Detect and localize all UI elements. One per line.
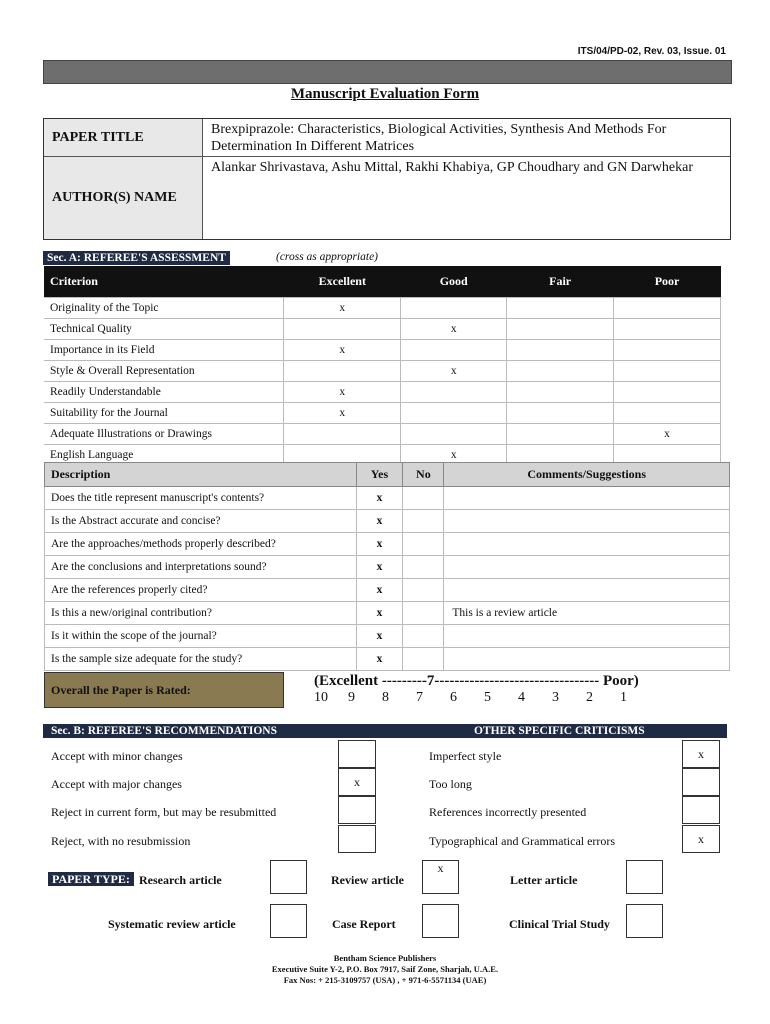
rating-cell-good[interactable] <box>401 297 507 318</box>
paper-type-label: Letter article <box>510 873 578 887</box>
paper-type-checkbox[interactable] <box>422 904 459 938</box>
description-row <box>45 487 730 510</box>
column-header-fair: Fair <box>507 266 614 297</box>
question-label: Is it within the scope of the journal? <box>45 625 357 648</box>
criticism-label: Imperfect style <box>429 749 502 763</box>
rating-cell-excellent[interactable] <box>284 318 401 339</box>
criterion-label: Technical Quality <box>44 318 284 339</box>
rating-cell-good[interactable]: x <box>401 318 507 339</box>
rating-number[interactable]: 8 <box>382 690 389 705</box>
paper-info-box <box>43 118 731 240</box>
recommendation-label: Reject in current form, but may be resubmitted <box>51 805 277 819</box>
description-row <box>45 625 730 648</box>
yes-cell[interactable]: x <box>356 487 403 510</box>
rating-number[interactable]: 9 <box>348 690 355 705</box>
rating-cell-excellent[interactable]: x <box>284 381 401 402</box>
assessment-row <box>44 360 721 381</box>
rating-cell-excellent[interactable] <box>284 360 401 381</box>
footer-fax: Fax Nos: + 215-3109757 (USA) , + 971-6-5571134 (UAE) <box>283 975 487 985</box>
criterion-label: Originality of the Topic <box>44 297 284 318</box>
rating-number[interactable]: 2 <box>586 690 593 705</box>
rating-cell-fair[interactable] <box>507 423 614 444</box>
paper-type-checkbox[interactable] <box>626 904 663 938</box>
rating-cell-poor[interactable] <box>614 318 721 339</box>
rating-number[interactable]: 5 <box>484 690 491 705</box>
comment-cell[interactable] <box>444 487 730 510</box>
authors-value[interactable]: Alankar Shrivastava, Ashu Mittal, Rakhi Khabiya, GP Choudhary and GN Darwhekar <box>202 157 730 239</box>
paper-type-label: Research article <box>139 873 222 887</box>
overall-rating-label: Overall the Paper is Rated: <box>44 672 284 708</box>
footer <box>0 953 770 986</box>
rating-numbers[interactable] <box>314 690 654 706</box>
rating-cell-poor[interactable] <box>614 339 721 360</box>
no-cell[interactable] <box>403 648 444 671</box>
comment-cell[interactable] <box>444 556 730 579</box>
rating-cell-poor[interactable] <box>614 402 721 423</box>
yes-cell[interactable]: x <box>356 510 403 533</box>
description-row <box>45 648 730 671</box>
assessment-row <box>44 423 721 444</box>
paper-type-checkbox[interactable]: x <box>422 860 459 894</box>
section-b-heading: Sec. B: REFEREE'S RECOMMENDATIONS <box>47 724 281 738</box>
criticism-label: Typographical and Grammatical errors <box>429 834 616 848</box>
footer-address: Executive Suite Y-2, P.O. Box 7917, Saif Zone, Sharjah, U.A.E. <box>271 964 499 974</box>
rating-cell-poor[interactable] <box>614 360 721 381</box>
assessment-row <box>44 381 721 402</box>
authors-label: AUTHOR(S) NAME <box>44 157 202 239</box>
rating-cell-fair[interactable] <box>507 360 614 381</box>
comment-cell[interactable] <box>444 648 730 671</box>
paper-type-checkbox[interactable] <box>270 860 307 894</box>
no-cell[interactable] <box>403 556 444 579</box>
rating-cell-poor[interactable] <box>614 297 721 318</box>
header-bar <box>43 60 732 84</box>
rating-cell-fair[interactable] <box>507 402 614 423</box>
description-row <box>45 579 730 602</box>
question-label: Does the title represent manuscript's contents? <box>45 487 357 510</box>
rating-number[interactable]: 7 <box>416 690 423 705</box>
criterion-label: Readily Understandable <box>44 381 284 402</box>
footer-publisher: Bentham Science Publishers <box>333 953 437 963</box>
description-row <box>45 533 730 556</box>
rating-cell-poor[interactable]: x <box>614 423 721 444</box>
recommendation-checkbox[interactable] <box>338 825 376 853</box>
criticism-checkbox[interactable]: x <box>682 825 720 853</box>
paper-type-label: Systematic review article <box>108 917 236 931</box>
rating-cell-fair[interactable] <box>507 381 614 402</box>
no-cell[interactable] <box>403 625 444 648</box>
question-label: Are the approaches/methods properly described? <box>45 533 357 556</box>
question-label: Are the references properly cited? <box>45 579 357 602</box>
criticism-checkbox[interactable] <box>682 796 720 824</box>
form-title: Manuscript Evaluation Form <box>290 86 480 102</box>
recommendation-checkbox[interactable] <box>338 796 376 824</box>
paper-type-label: Review article <box>331 873 404 887</box>
description-row <box>45 602 730 625</box>
criticism-checkbox[interactable] <box>682 768 720 796</box>
paper-title-label: PAPER TITLE <box>44 119 202 157</box>
column-header-poor: Poor <box>614 266 721 297</box>
paper-type-checkbox[interactable] <box>270 904 307 938</box>
assessment-row <box>44 318 721 339</box>
section-a-heading: Sec. A: REFEREE'S ASSESSMENT <box>43 251 230 265</box>
recommendation-label: Accept with minor changes <box>51 749 183 763</box>
description-row <box>45 510 730 533</box>
yes-cell[interactable]: x <box>356 579 403 602</box>
criterion-label: Adequate Illustrations or Drawings <box>44 423 284 444</box>
criticism-label: Too long <box>429 777 472 791</box>
rating-number[interactable]: 1 <box>620 690 627 705</box>
criterion-label: English Language <box>44 444 284 465</box>
paper-type-label: Case Report <box>332 917 396 931</box>
column-header-criterion: Criterion <box>44 266 284 297</box>
rating-cell-excellent[interactable]: x <box>284 339 401 360</box>
comment-cell[interactable] <box>444 625 730 648</box>
section-a-note: (cross as appropriate) <box>276 251 379 263</box>
column-header-comments: Comments/Suggestions <box>444 463 730 487</box>
no-cell[interactable] <box>403 602 444 625</box>
recommendation-label: Reject, with no resubmission <box>51 834 191 848</box>
criterion-label: Style & Overall Representation <box>44 360 284 381</box>
rating-number[interactable]: 3 <box>552 690 559 705</box>
rating-cell-good[interactable] <box>401 339 507 360</box>
comment-cell[interactable] <box>444 533 730 556</box>
question-label: Is the Abstract accurate and concise? <box>45 510 357 533</box>
no-cell[interactable] <box>403 533 444 556</box>
yes-cell[interactable]: x <box>356 648 403 671</box>
paper-type-checkbox[interactable] <box>626 860 663 894</box>
column-header-yes: Yes <box>356 463 403 487</box>
no-cell[interactable] <box>403 510 444 533</box>
rating-cell-poor[interactable] <box>614 381 721 402</box>
criticism-label: References incorrectly presented <box>429 805 587 819</box>
comment-cell[interactable] <box>444 510 730 533</box>
other-criticisms-heading: OTHER SPECIFIC CRITICISMS <box>474 725 645 737</box>
column-header-excellent: Excellent <box>284 266 401 297</box>
column-header-good: Good <box>401 266 507 297</box>
document-reference: ITS/04/PD-02, Rev. 03, Issue. 01 <box>577 46 726 57</box>
yes-cell[interactable]: x <box>356 533 403 556</box>
rating-cell-good[interactable] <box>401 381 507 402</box>
criterion-label: Importance in its Field <box>44 339 284 360</box>
paper-title-value[interactable]: Brexpiprazole: Characteristics, Biological Activities, Synthesis And Methods For Determination In Different Matrices <box>202 119 730 157</box>
comment-cell[interactable] <box>444 579 730 602</box>
rating-cell-excellent[interactable]: x <box>284 402 401 423</box>
column-header-description: Description <box>45 463 357 487</box>
yes-cell[interactable]: x <box>356 625 403 648</box>
yes-cell[interactable]: x <box>356 556 403 579</box>
description-row <box>45 556 730 579</box>
question-label: Are the conclusions and interpretations sound? <box>45 556 357 579</box>
no-cell[interactable] <box>403 487 444 510</box>
assessment-row <box>44 339 721 360</box>
assessment-row <box>44 297 721 318</box>
description-table <box>44 462 730 671</box>
rating-number[interactable]: 6 <box>450 690 457 705</box>
rating-cell-good[interactable]: x <box>401 360 507 381</box>
criticism-checkbox[interactable]: x <box>682 740 720 768</box>
rating-cell-fair[interactable] <box>507 318 614 339</box>
rating-cell-excellent[interactable] <box>284 423 401 444</box>
assessment-row <box>44 402 721 423</box>
question-label: Is the sample size adequate for the study? <box>45 648 357 671</box>
recommendation-checkbox[interactable] <box>338 740 376 768</box>
paper-type-label: Clinical Trial Study <box>509 917 610 931</box>
assessment-table <box>44 266 721 466</box>
rating-cell-good[interactable]: x <box>401 444 507 465</box>
paper-type-heading: PAPER TYPE: <box>48 872 134 886</box>
rating-number[interactable]: 10 <box>314 690 328 705</box>
rating-number[interactable]: 4 <box>518 690 525 705</box>
rating-cell-good[interactable] <box>401 423 507 444</box>
rating-cell-fair[interactable] <box>507 297 614 318</box>
recommendation-checkbox[interactable]: x <box>338 768 376 796</box>
rating-cell-fair[interactable] <box>507 339 614 360</box>
rating-cell-good[interactable] <box>401 402 507 423</box>
comment-cell[interactable]: This is a review article <box>444 602 730 625</box>
rating-scale: (Excellent ---------7--------------------------------- Poor) <box>314 673 639 689</box>
criterion-label: Suitability for the Journal <box>44 402 284 423</box>
recommendation-label: Accept with major changes <box>51 777 182 791</box>
no-cell[interactable] <box>403 579 444 602</box>
yes-cell[interactable]: x <box>356 602 403 625</box>
rating-cell-excellent[interactable]: x <box>284 297 401 318</box>
column-header-no: No <box>403 463 444 487</box>
question-label: Is this a new/original contribution? <box>45 602 357 625</box>
